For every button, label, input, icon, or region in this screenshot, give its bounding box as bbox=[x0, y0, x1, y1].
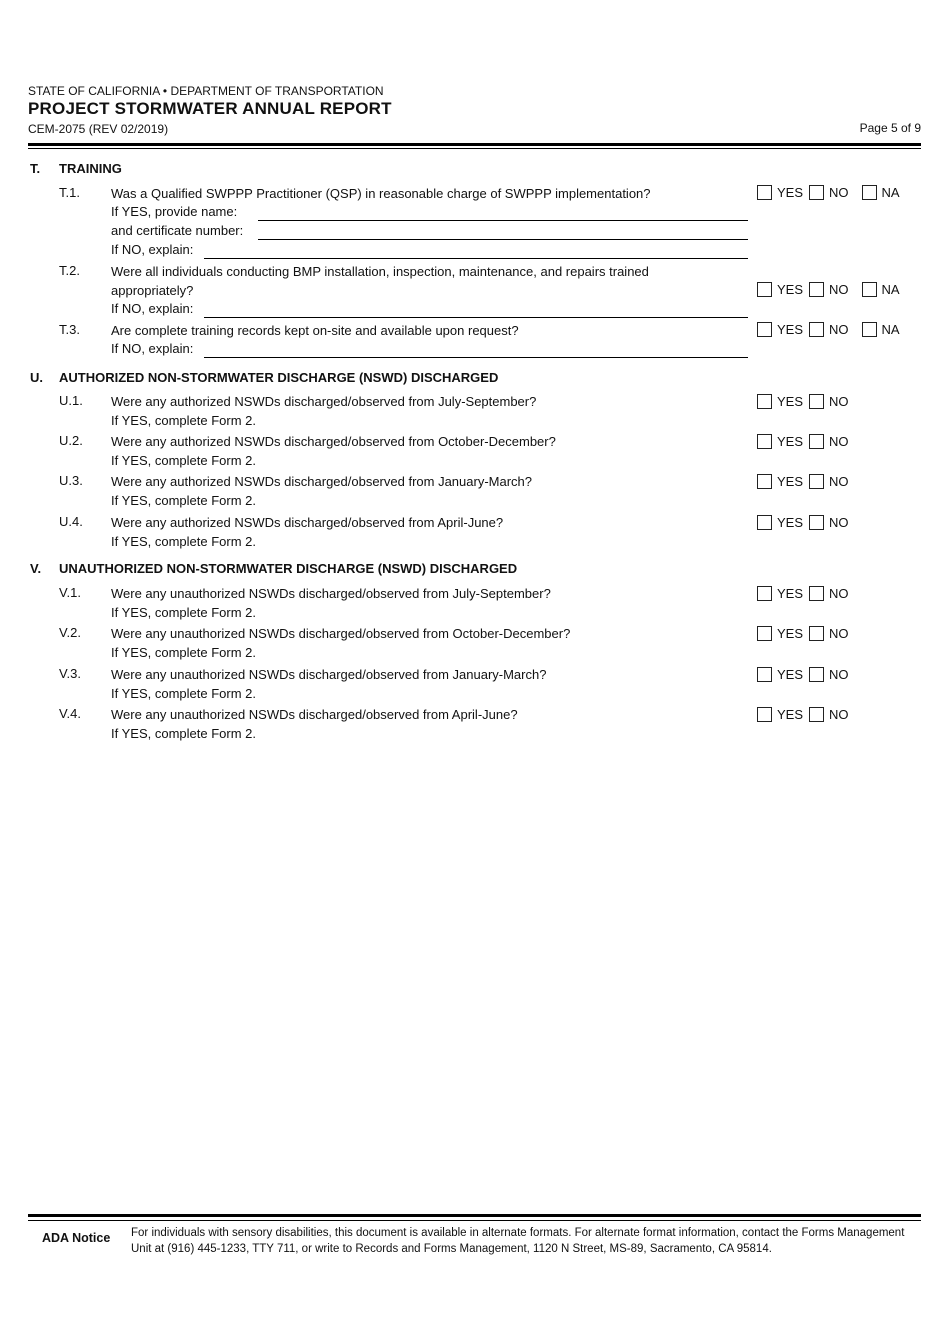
question-number: U.4. bbox=[59, 514, 83, 529]
footer-divider-thick bbox=[28, 1214, 921, 1217]
yes-checkbox[interactable] bbox=[757, 394, 772, 409]
na-label: NA bbox=[881, 185, 900, 200]
question-number: V.1. bbox=[59, 585, 81, 600]
answer-options bbox=[757, 474, 849, 489]
section-u-letter: U. bbox=[30, 370, 43, 385]
no-label: NO bbox=[829, 474, 849, 489]
if-no-explain-label: If NO, explain: bbox=[111, 242, 194, 257]
yes-checkbox[interactable] bbox=[757, 626, 772, 641]
no-label: NO bbox=[829, 394, 849, 409]
no-label: NO bbox=[829, 667, 849, 682]
yes-label: YES bbox=[777, 434, 804, 449]
question-text: Were any authorized NSWDs discharged/observed from July-September? If YES, complete Form 2. bbox=[111, 394, 537, 428]
question-number: U.2. bbox=[59, 433, 83, 448]
yes-label: YES bbox=[777, 626, 804, 641]
section-t-letter: T. bbox=[30, 161, 41, 176]
cert-number-label: and certificate number: bbox=[111, 223, 244, 238]
question-text: Were any unauthorized NSWDs discharged/observed from April-June? If YES, complete Form 2. bbox=[111, 707, 518, 741]
yes-label: YES bbox=[777, 185, 804, 200]
na-checkbox[interactable] bbox=[862, 322, 877, 337]
question-number: T.3. bbox=[59, 322, 80, 337]
section-t-title: TRAINING bbox=[59, 161, 122, 176]
ada-notice-title: ADA Notice bbox=[42, 1231, 111, 1245]
question-number: V.4. bbox=[59, 706, 81, 721]
yes-checkbox[interactable] bbox=[757, 586, 772, 601]
yes-checkbox[interactable] bbox=[757, 185, 772, 200]
no-checkbox[interactable] bbox=[809, 707, 824, 722]
no-checkbox[interactable] bbox=[809, 626, 824, 641]
no-label: NO bbox=[829, 282, 849, 297]
yes-checkbox[interactable] bbox=[757, 667, 772, 682]
if-no-explain-label: If NO, explain: bbox=[111, 301, 194, 316]
if-yes-name-label: If YES, provide name: bbox=[111, 204, 238, 219]
explain-field[interactable] bbox=[204, 317, 748, 318]
no-checkbox[interactable] bbox=[809, 282, 824, 297]
no-checkbox[interactable] bbox=[809, 586, 824, 601]
question-text: Were any unauthorized NSWDs discharged/observed from July-September? If YES, complete Form 2. bbox=[111, 586, 551, 620]
answer-options bbox=[757, 515, 849, 530]
answer-options bbox=[757, 185, 900, 200]
yes-label: YES bbox=[777, 282, 804, 297]
form-id: CEM-2075 (REV 02/2019) bbox=[28, 122, 169, 136]
yes-checkbox[interactable] bbox=[757, 474, 772, 489]
na-checkbox[interactable] bbox=[862, 185, 877, 200]
yes-label: YES bbox=[777, 515, 804, 530]
section-v-title: UNAUTHORIZED NON-STORMWATER DISCHARGE (NSWD) DISCHARGED bbox=[59, 561, 518, 576]
question-number: V.2. bbox=[59, 625, 81, 640]
answer-options bbox=[757, 586, 849, 601]
answer-options bbox=[757, 626, 849, 641]
header-divider-thick bbox=[28, 143, 921, 146]
question-number: T.2. bbox=[59, 263, 80, 278]
no-label: NO bbox=[829, 185, 849, 200]
form-title: PROJECT STORMWATER ANNUAL REPORT bbox=[28, 99, 392, 118]
na-label: NA bbox=[881, 322, 900, 337]
question-text: Were any authorized NSWDs discharged/observed from October-December? If YES, complete Form 2. bbox=[111, 434, 556, 468]
explain-field[interactable] bbox=[204, 258, 748, 259]
yes-checkbox[interactable] bbox=[757, 282, 772, 297]
no-label: NO bbox=[829, 515, 849, 530]
answer-options bbox=[757, 707, 849, 722]
no-checkbox[interactable] bbox=[809, 394, 824, 409]
no-label: NO bbox=[829, 586, 849, 601]
section-u-title: AUTHORIZED NON-STORMWATER DISCHARGE (NSWD) DISCHARGED bbox=[59, 370, 499, 385]
question-text: Was a Qualified SWPPP Practitioner (QSP) in reasonable charge of SWPPP implementation? bbox=[111, 186, 651, 201]
no-checkbox[interactable] bbox=[809, 515, 824, 530]
no-label: NO bbox=[829, 707, 849, 722]
question-number: T.1. bbox=[59, 185, 80, 200]
no-label: NO bbox=[829, 626, 849, 641]
answer-options bbox=[757, 434, 849, 449]
yes-label: YES bbox=[777, 394, 804, 409]
no-checkbox[interactable] bbox=[809, 434, 824, 449]
yes-label: YES bbox=[777, 474, 804, 489]
ada-notice-text: For individuals with sensory disabilities, this document is available in alternate formats. For alternate format information, contact the Forms Management Unit at (916) 445-1233, TTY 711, or write to Records and Forms Management, 1120 N Street, MS-89, Sacramento, CA 95814. bbox=[131, 1227, 905, 1255]
answer-options bbox=[757, 282, 900, 297]
no-checkbox[interactable] bbox=[809, 667, 824, 682]
no-label: NO bbox=[829, 322, 849, 337]
question-text: Are complete training records kept on-site and available upon request? bbox=[111, 323, 519, 338]
question-number: U.1. bbox=[59, 393, 83, 408]
yes-label: YES bbox=[777, 322, 804, 337]
question-text: Were any unauthorized NSWDs discharged/observed from January-March? If YES, complete Form 2. bbox=[111, 667, 547, 701]
yes-label: YES bbox=[777, 667, 804, 682]
yes-checkbox[interactable] bbox=[757, 322, 772, 337]
yes-label: YES bbox=[777, 707, 804, 722]
section-v-letter: V. bbox=[30, 561, 42, 576]
answer-options bbox=[757, 322, 900, 337]
question-number: U.3. bbox=[59, 473, 83, 488]
answer-options bbox=[757, 394, 849, 409]
yes-label: YES bbox=[777, 586, 804, 601]
question-text: Were any authorized NSWDs discharged/observed from January-March? If YES, complete Form 2. bbox=[111, 474, 532, 508]
yes-checkbox[interactable] bbox=[757, 434, 772, 449]
yes-checkbox[interactable] bbox=[757, 515, 772, 530]
no-checkbox[interactable] bbox=[809, 322, 824, 337]
cert-number-field[interactable] bbox=[258, 239, 748, 240]
question-text: Were all individuals conducting BMP installation, inspection, maintenance, and repairs trained appropriately? bbox=[111, 264, 649, 298]
explain-field[interactable] bbox=[204, 357, 748, 358]
if-no-explain-label: If NO, explain: bbox=[111, 341, 194, 356]
header-divider-thin bbox=[28, 148, 921, 149]
agency-line: STATE OF CALIFORNIA • DEPARTMENT OF TRANSPORTATION bbox=[28, 84, 384, 98]
na-checkbox[interactable] bbox=[862, 282, 877, 297]
question-text: Were any unauthorized NSWDs discharged/observed from October-December? If YES, complete Form 2. bbox=[111, 626, 571, 660]
no-checkbox[interactable] bbox=[809, 474, 824, 489]
no-checkbox[interactable] bbox=[809, 185, 824, 200]
question-number: V.3. bbox=[59, 666, 81, 681]
no-label: NO bbox=[829, 434, 849, 449]
na-label: NA bbox=[881, 282, 900, 297]
answer-options bbox=[757, 667, 849, 682]
page-number: Page 5 of 9 bbox=[859, 121, 921, 135]
footer-divider-thin bbox=[28, 1220, 921, 1221]
qsp-name-field[interactable] bbox=[258, 220, 748, 221]
yes-checkbox[interactable] bbox=[757, 707, 772, 722]
question-text: Were any authorized NSWDs discharged/observed from April-June? If YES, complete Form 2. bbox=[111, 515, 504, 549]
